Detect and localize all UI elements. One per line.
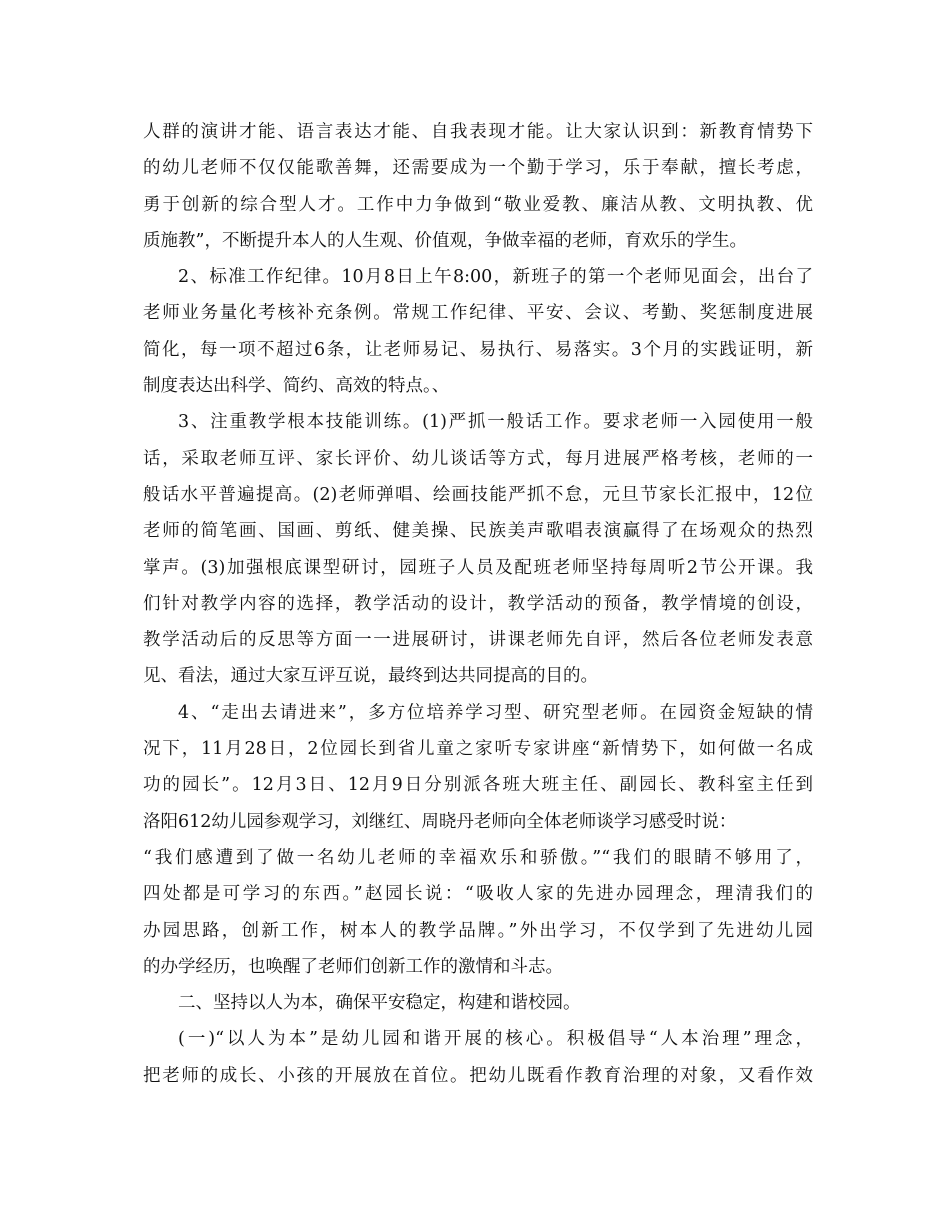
text-line: 老师业务量化考核补充条例。常规工作纪律、平安、会议、考勤、奖惩制度进展 — [143, 303, 813, 324]
text-line: 的办学经历，也唤醒了老师们创新工作的激情和斗志。 — [143, 956, 563, 977]
text-line: 教学活动后的反思等方面一一进展研讨，讲课老师先自评，然后各位老师发表意 — [143, 630, 813, 651]
text-line: “我们感遭到了做一名幼儿老师的幸福欢乐和骄傲。”“我们的眼睛不够用了， — [143, 847, 813, 868]
body-text — [143, 114, 813, 1094]
text-line: 话，采取老师互评、家长评价、幼儿谈话等方式，每月进展严格考核，老师的一 — [143, 448, 813, 469]
text-line: 四处都是可学习的东西。”赵园长说：“吸收人家的先进办园理念，理清我们的 — [143, 884, 813, 905]
text-line: 2、标准工作纪律。10月8日上午8:00，新班子的第一个老师见面会，出台了 — [178, 267, 813, 288]
text-line: 功的园长”。12月3日、12月9日分别派各班大班主任、副园长、教科室主任到 — [143, 775, 813, 796]
text-line: 质施教”，不断提升本人的人生观、价值观，争做幸福的老师，育欢乐的学生。 — [143, 230, 747, 251]
text-line: 老师的简笔画、国画、剪纸、健美操、民族美声歌唱表演赢得了在场观众的热烈 — [143, 521, 813, 542]
text-line: 勇于创新的综合型人才。工作中力争做到“敬业爱教、廉洁从教、文明执教、优 — [143, 194, 813, 215]
text-line: 的幼儿老师不仅仅能歌善舞，还需要成为一个勤于学习，乐于奉献，擅长考虑， — [143, 158, 813, 179]
text-line: 人群的演讲才能、语言表达才能、自我表现才能。让大家认识到：新教育情势下 — [143, 122, 813, 142]
text-line: 况下，11月28日，2位园长到省儿童之家听专家讲座“新情势下，如何做一名成 — [143, 739, 813, 760]
text-line: 般话水平普遍提高。(2)老师弹唱、绘画技能严抓不怠，元旦节家长汇报中，12位 — [143, 484, 813, 505]
text-line: (一)“以人为本”是幼儿园和谐开展的核心。积极倡导“人本治理”理念， — [178, 1029, 813, 1050]
text-line: 3、注重教学根本技能训练。(1)严抓一般话工作。要求老师一入园使用一般 — [178, 412, 813, 433]
text-line: 简化，每一项不超过6条，让老师易记、易执行、易落实。3个月的实践证明，新 — [143, 339, 813, 360]
text-line: 把老师的成长、小孩的开展放在首位。把幼儿既看作教育治理的对象，又看作效 — [143, 1065, 813, 1086]
text-line: 制度表达出科学、简约、高效的特点。、 — [143, 376, 450, 397]
text-line: 们针对教学内容的选择，教学活动的设计，教学活动的预备，教学情境的创设， — [143, 593, 813, 614]
text-line: 洛阳612幼儿园参观学习，刘继红、周晓丹老师向全体老师谈学习感受时说： — [143, 811, 737, 832]
text-line: 见、看法，通过大家互评互说，最终到达共同提高的目的。 — [143, 666, 598, 687]
text-line: 办园思路，创新工作，树本人的教学品牌。”外出学习，不仅学到了先进幼儿园 — [143, 920, 813, 941]
text-line: 二、坚持以人为本，确保平安稳定，构建和谐校园。 — [178, 993, 581, 1014]
text-line: 4、“走出去请进来”，多方位培养学习型、研究型老师。在园资金短缺的情 — [178, 702, 813, 723]
text-line: 掌声。(3)加强根底课型研讨，园班子人员及配班老师坚持每周听2节公开课。我 — [143, 557, 813, 578]
